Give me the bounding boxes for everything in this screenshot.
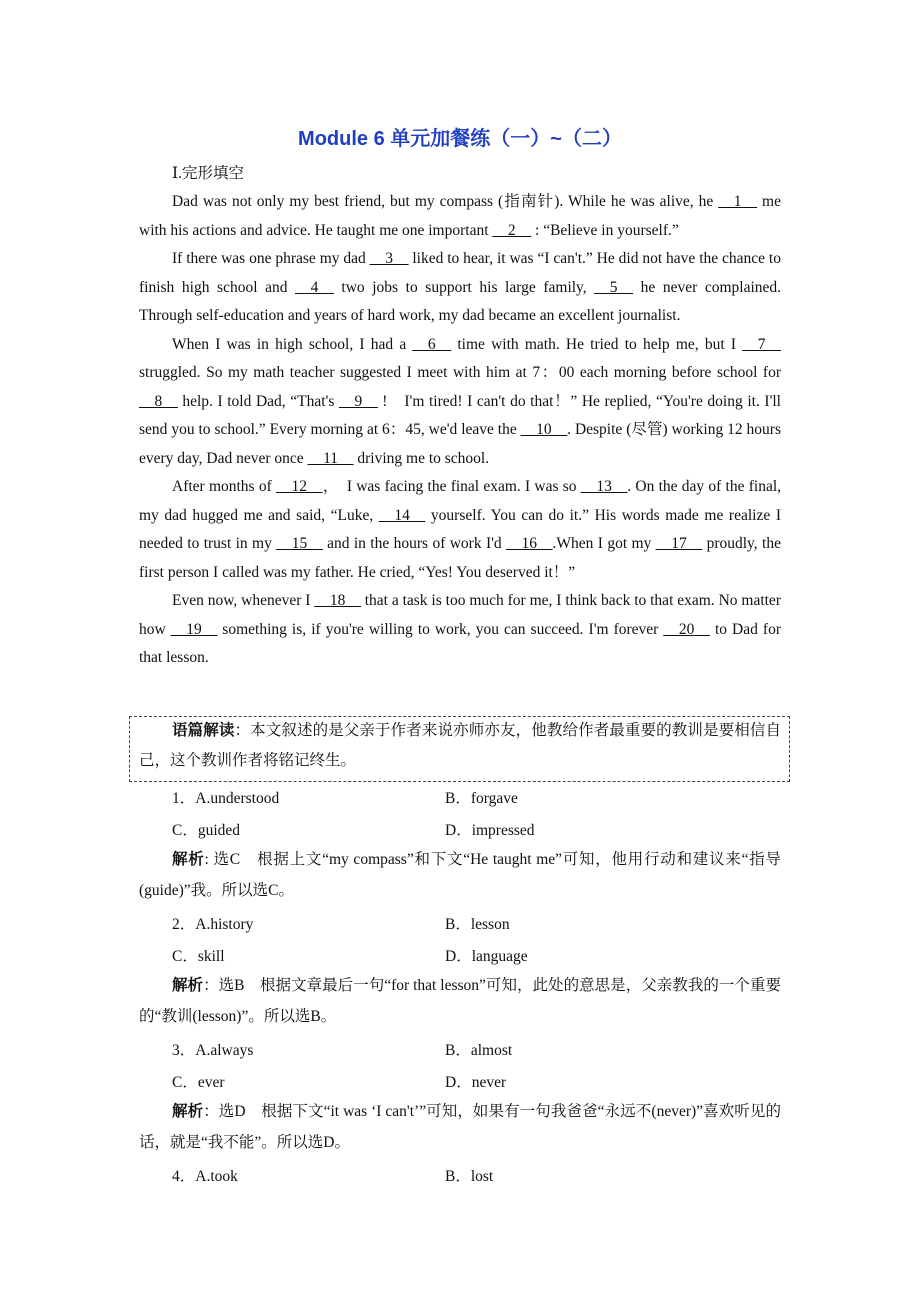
question-1-option-c: C．guided — [172, 822, 241, 839]
question-1-explanation: 解析: 选C 根据上文“my compass”和下文“He taught me”可知，他用行动和建议来“指导(guide)”我。所以选C。 — [139, 851, 781, 899]
question-3-option-c: C．ever — [172, 1074, 225, 1091]
blank-11: __11__ — [307, 449, 354, 467]
question-2-option-b: B．lesson — [445, 916, 510, 933]
blank-7: __7__ — [742, 335, 781, 353]
blank-20: __20__ — [663, 620, 710, 638]
blank-16: __16__ — [506, 535, 553, 552]
question-3-option-a: 3．A.always — [172, 1042, 254, 1059]
passage-analysis: 语篇解读：本文叙述的是父亲于作者来说亦师亦友，他教给作者最重要的教训是要相信自己，这个教训作者将铭记终生。 — [139, 722, 781, 769]
page-title: Module 6 单元加餐练（一）~（二） — [298, 128, 622, 150]
question-1-option-d: D．impressed — [445, 822, 535, 839]
blank-2: __2__ — [492, 221, 532, 239]
passage-paragraph: When I was in high school, I had a __6__ time with math. He tried to help me, but I __7__ struggled. So my math teacher suggested I meet with him at 7：00 each morning before school for __8__ help. I told Dad, “That's __9__ ! I'm tired! I can't do that！” He replied, “You're doing it. I'll send you to school.” Every morning at 6：45, we'd leave the __10__. Despite (尽管) working 12 hours every day, Dad never once __11__ driving me to school. — [139, 335, 781, 467]
blank-15: __15__ — [276, 535, 323, 552]
blank-8: __8__ — [139, 392, 178, 410]
question-2-option-a: 2．A.history — [172, 916, 254, 933]
question-1-option-b: B．forgave — [445, 790, 518, 807]
cloze-passage — [139, 188, 781, 673]
blank-1: __1__ — [718, 193, 758, 210]
blank-19: __19__ — [170, 620, 218, 638]
blank-6: __6__ — [412, 335, 452, 353]
question-4-option-b: B．lost — [445, 1168, 494, 1185]
blank-3: __3__ — [369, 250, 409, 267]
question-1-option-a: 1．A.understood — [172, 790, 280, 807]
blank-14: __14__ — [378, 506, 426, 524]
passage-paragraph: Dad was not only my best friend, but my compass (指南针). While he was alive, he __1__ me with his actions and advice. He taught me one important __2__ : “Believe in yourself.” — [139, 193, 781, 239]
question-3-option-b: B．almost — [445, 1042, 513, 1059]
blank-18: __18__ — [314, 592, 361, 609]
question-2-explanation: 解析：选B 根据文章最后一句“for that lesson”可知，此处的意思是，父亲教我的一个重要的“教训(lesson)”。所以选B。 — [139, 977, 781, 1025]
blank-9: __9__ — [338, 392, 378, 410]
passage-paragraph: After months of __12__， I was facing the final exam. I was so __13__. On the day of the final, my dad hugged me and said, “Luke, __14__ yourself. You can do it.” His words made me realize I needed to trust in my __15__ and in the hours of work I'd __16__.When I got my __17__ proudly, the first person I called was my father. He cried, “Yes! You deserved it！” — [139, 478, 782, 581]
blank-4: __4__ — [295, 278, 334, 296]
blank-5: __5__ — [594, 278, 634, 296]
blank-17: __17__ — [655, 535, 703, 552]
question-3-option-d: D．never — [445, 1074, 507, 1091]
section-heading: Ⅰ.完形填空 — [172, 165, 244, 182]
blank-13: __13__ — [580, 478, 628, 495]
blank-12: __12__ — [275, 478, 323, 495]
analysis-label: 语篇解读 — [172, 722, 235, 739]
blank-10: __10__ — [520, 421, 568, 438]
question-4-option-a: 4．A.took — [172, 1168, 238, 1185]
question-3-explanation: 解析：选D 根据下文“it was ‘I can't’”可知，如果有一句我爸爸“永远不(never)”喜欢听见的话，就是“我不能”。所以选D。 — [139, 1103, 781, 1151]
question-2-option-d: D．language — [445, 948, 528, 965]
passage-paragraph: Even now, whenever I __18__ that a task is too much for me, I think back to that exam. No matter how __19__ something is, if you're willing to work, you can succeed. I'm forever __20__ to Dad for that lesson. — [139, 592, 781, 666]
question-2-option-c: C．skill — [172, 948, 225, 965]
passage-paragraph: If there was one phrase my dad __3__ liked to hear, it was “I can't.” He did not have the chance to finish high school and __4__ two jobs to support his large family, __5__ he never complained. Through self-education and years of hard work, my dad became an excellent journalist. — [139, 250, 782, 324]
